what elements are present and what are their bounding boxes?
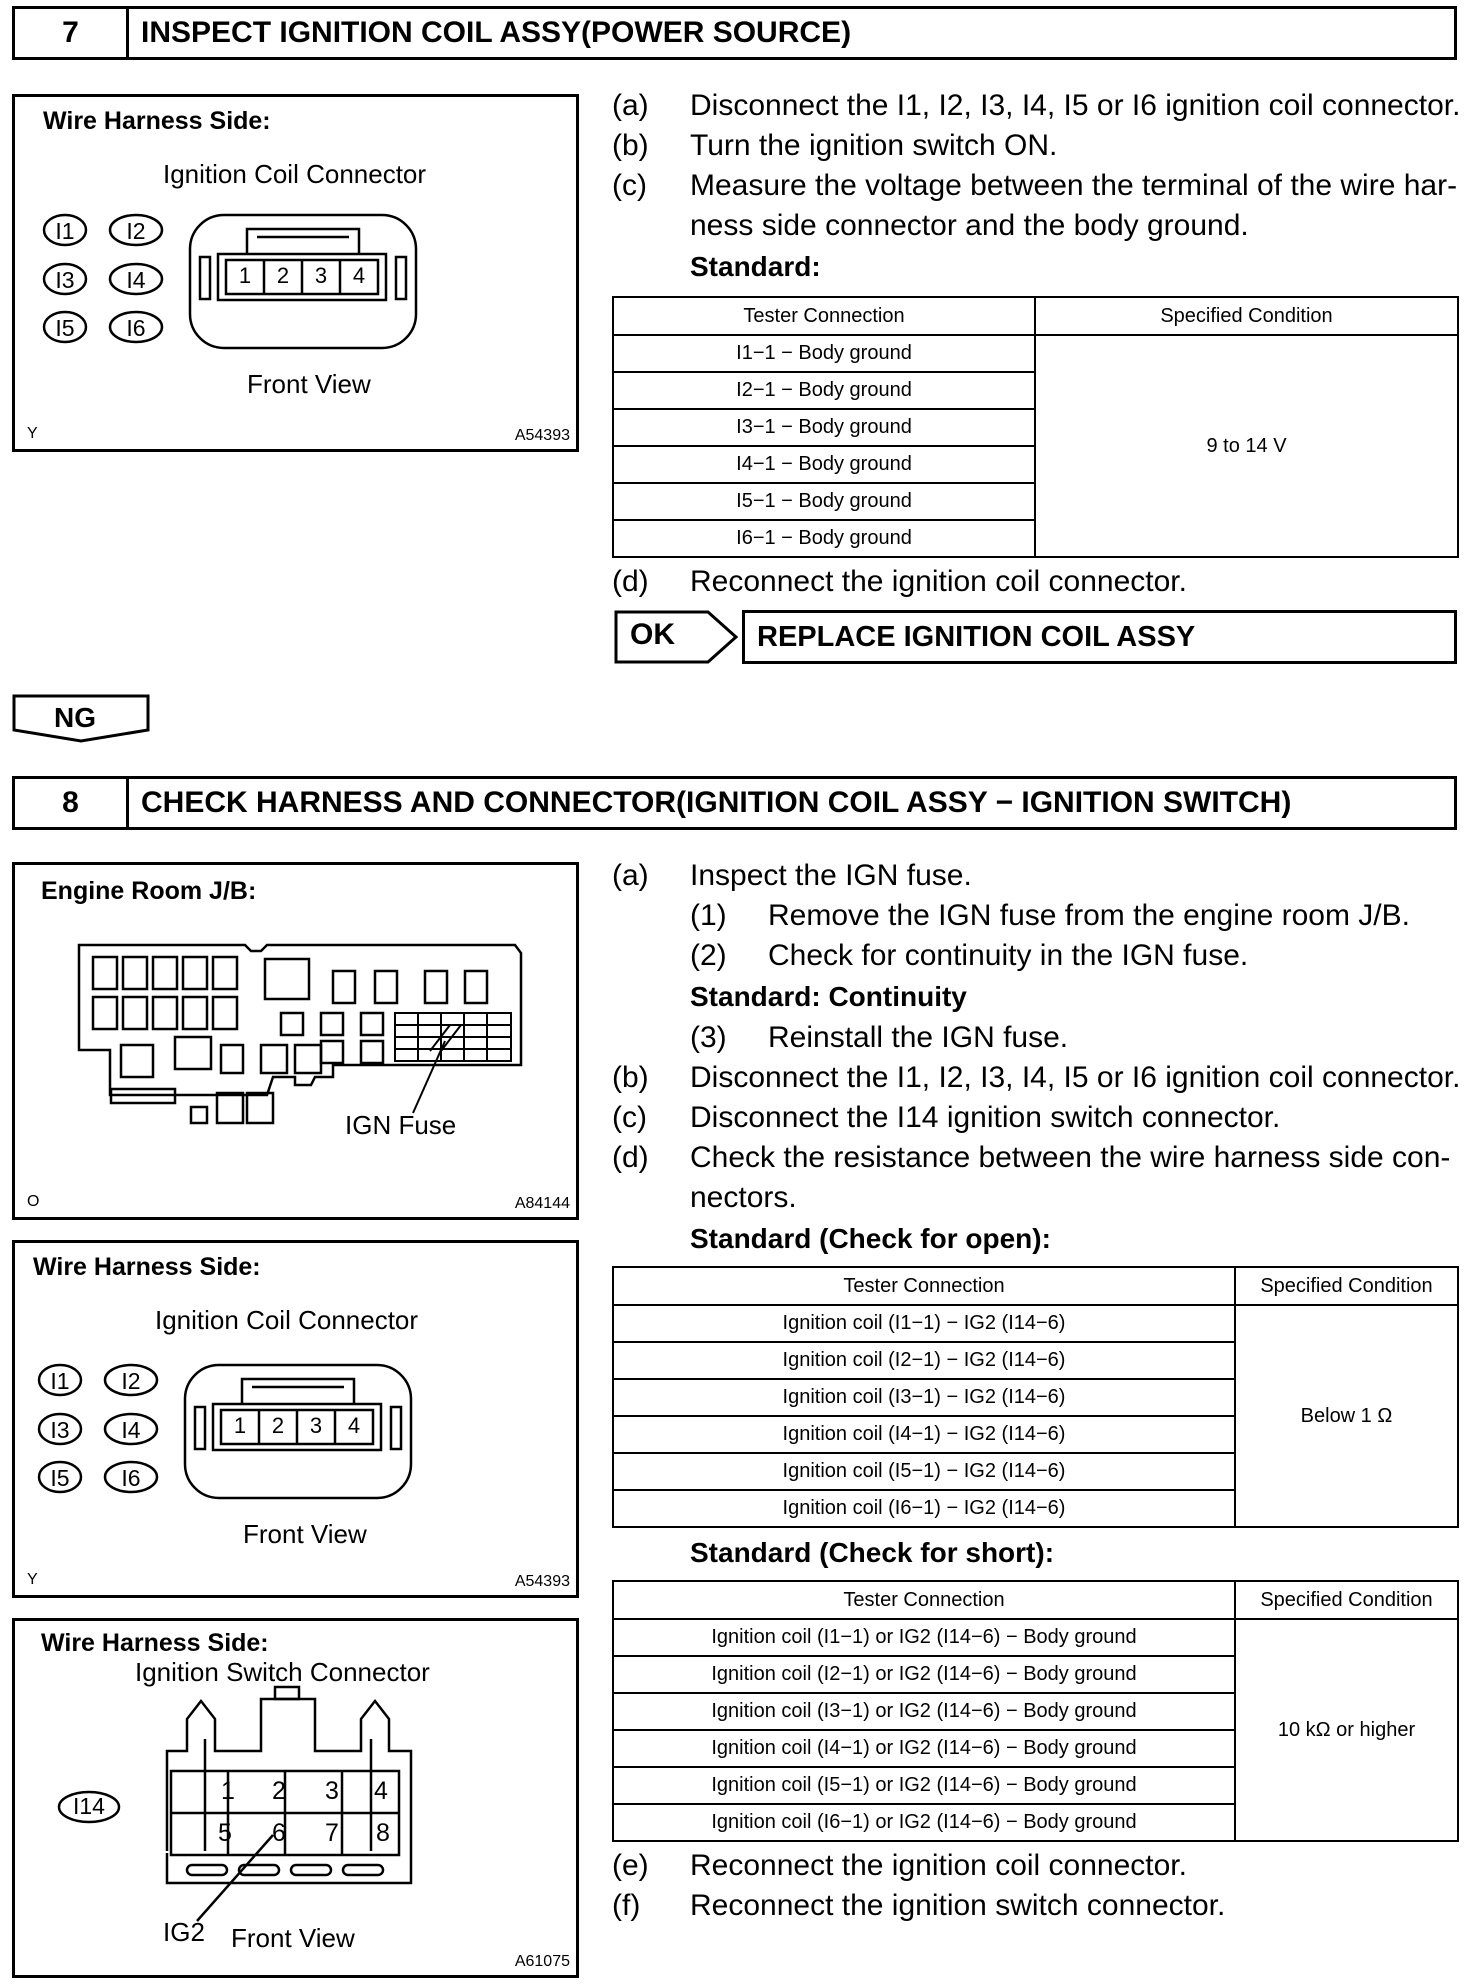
figure-title: Wire Harness Side: — [33, 1253, 261, 1281]
figure-corner-mark: O — [27, 1193, 40, 1210]
coil-id-label: I3 — [50, 1417, 70, 1443]
junction-block-figure — [12, 862, 579, 1220]
figure-title: Wire Harness Side: — [41, 1629, 269, 1657]
table-header: Specified Condition — [1035, 297, 1458, 335]
pin-label: 5 — [218, 1819, 232, 1847]
replace-coil-box: REPLACE IGNITION COIL ASSY — [742, 610, 1457, 664]
ig2-callout: IG2 — [163, 1917, 205, 1947]
table-cell: Ignition coil (I3−1) or IG2 (I14−6) − Body ground — [613, 1693, 1235, 1730]
table-cell: Ignition coil (I6−1) − IG2 (I14−6) — [613, 1490, 1235, 1527]
step-title: CHECK HARNESS AND CONNECTOR(IGNITION COIL ASSY − IGNITION SWITCH) — [141, 786, 1292, 819]
ok-label: OK — [630, 618, 675, 651]
table-header: Specified Condition — [1235, 1581, 1458, 1619]
table-cell-condition: 9 to 14 V — [1035, 335, 1458, 557]
ignition-switch-figure — [12, 1618, 579, 1978]
table-header: Tester Connection — [613, 1581, 1235, 1619]
ng-label: NG — [54, 702, 96, 733]
standard-label: Standard: — [690, 251, 821, 282]
figure-corner-mark: Y — [27, 425, 38, 442]
table-cell: Ignition coil (I1−1) − IG2 (I14−6) — [613, 1305, 1235, 1342]
table-cell: Ignition coil (I4−1) − IG2 (I14−6) — [613, 1416, 1235, 1453]
coil-connector-figure — [12, 1240, 579, 1598]
table-cell: I6−1 − Body ground — [613, 520, 1035, 557]
table-cell: I2−1 − Body ground — [613, 372, 1035, 409]
step-7-header — [12, 6, 1457, 60]
pin-label: 2 — [276, 263, 290, 288]
step-number: 7 — [15, 9, 129, 57]
switch-id-label: I14 — [73, 1793, 105, 1819]
pin-label: 2 — [272, 1777, 286, 1805]
step-number: 8 — [15, 779, 129, 827]
table-cell: Ignition coil (I1−1) or IG2 (I14−6) − Body ground — [613, 1619, 1235, 1656]
pin-label: 4 — [352, 263, 366, 288]
step-title: INSPECT IGNITION COIL ASSY(POWER SOURCE) — [141, 16, 852, 49]
coil-id-label: I6 — [126, 315, 146, 341]
step-8-header — [12, 776, 1457, 830]
table-cell: I1−1 − Body ground — [613, 335, 1035, 372]
figure-code: A61075 — [514, 1953, 570, 1970]
figure-code: A84144 — [514, 1195, 570, 1212]
coil-id-label: I4 — [126, 267, 146, 293]
table-cell: Ignition coil (I6−1) or IG2 (I14−6) − Body ground — [613, 1804, 1235, 1841]
connector-label: Ignition Switch Connector — [135, 1657, 430, 1687]
pin-label: 2 — [271, 1413, 285, 1438]
table-header: Specified Condition — [1235, 1267, 1458, 1305]
open-check-table — [612, 1266, 1459, 1528]
connector-label: Ignition Coil Connector — [155, 1305, 419, 1335]
pin-label: 3 — [325, 1777, 339, 1805]
figure-code: A54393 — [514, 1573, 570, 1590]
table-header: Tester Connection — [613, 1267, 1235, 1305]
coil-connector-figure — [12, 94, 579, 452]
table-cell: Ignition coil (I2−1) − IG2 (I14−6) — [613, 1342, 1235, 1379]
coil-id-label: I3 — [55, 267, 75, 293]
table-cell: Ignition coil (I5−1) − IG2 (I14−6) — [613, 1453, 1235, 1490]
junction-block-drawing — [15, 865, 582, 1223]
figure-code: A54393 — [514, 427, 570, 444]
table-cell: I4−1 − Body ground — [613, 446, 1035, 483]
ign-fuse-callout: IGN Fuse — [345, 1110, 457, 1140]
voltage-spec-table — [612, 296, 1459, 558]
table-cell: I3−1 − Body ground — [613, 409, 1035, 446]
pin-label: 4 — [347, 1413, 361, 1438]
coil-id-label: I6 — [121, 1465, 141, 1491]
pin-label: 7 — [325, 1819, 339, 1847]
coil-id-label: I2 — [121, 1368, 141, 1394]
view-label: Front View — [247, 369, 371, 399]
coil-id-label: I5 — [50, 1465, 70, 1491]
coil-id-label: I4 — [121, 1417, 141, 1443]
table-cell: Ignition coil (I2−1) or IG2 (I14−6) − Body ground — [613, 1656, 1235, 1693]
coil-id-label: I2 — [126, 218, 146, 244]
table-cell: Ignition coil (I5−1) or IG2 (I14−6) − Body ground — [613, 1767, 1235, 1804]
table-cell: Ignition coil (I4−1) or IG2 (I14−6) − Body ground — [613, 1730, 1235, 1767]
pin-label: 4 — [374, 1777, 388, 1805]
standard-short: Standard (Check for short): — [690, 1537, 1055, 1568]
coil-id-label: I1 — [50, 1368, 70, 1394]
coil-id-label: I5 — [55, 315, 75, 341]
table-cell-condition: Below 1 Ω — [1235, 1305, 1458, 1527]
pin-label: 3 — [309, 1413, 323, 1438]
table-cell: I5−1 − Body ground — [613, 483, 1035, 520]
table-cell-condition: 10 kΩ or higher — [1235, 1619, 1458, 1841]
figure-corner-mark: Y — [27, 1571, 38, 1588]
connector-label: Ignition Coil Connector — [163, 159, 427, 189]
pin-label: 6 — [272, 1819, 286, 1847]
standard-open: Standard (Check for open): — [690, 1223, 1051, 1254]
view-label: Front View — [243, 1519, 367, 1549]
short-check-table — [612, 1580, 1459, 1842]
pin-label: 1 — [221, 1777, 235, 1805]
table-header: Tester Connection — [613, 297, 1035, 335]
pin-label: 8 — [376, 1819, 390, 1847]
pin-label: 3 — [314, 263, 328, 288]
view-label: Front View — [231, 1923, 355, 1953]
figure-title: Engine Room J/B: — [41, 877, 257, 905]
table-cell: Ignition coil (I3−1) − IG2 (I14−6) — [613, 1379, 1235, 1416]
figure-title: Wire Harness Side: — [43, 107, 271, 135]
pin-label: 1 — [238, 263, 252, 288]
pin-label: 1 — [233, 1413, 247, 1438]
standard-continuity: Standard: Continuity — [690, 981, 967, 1012]
coil-id-label: I1 — [55, 218, 75, 244]
